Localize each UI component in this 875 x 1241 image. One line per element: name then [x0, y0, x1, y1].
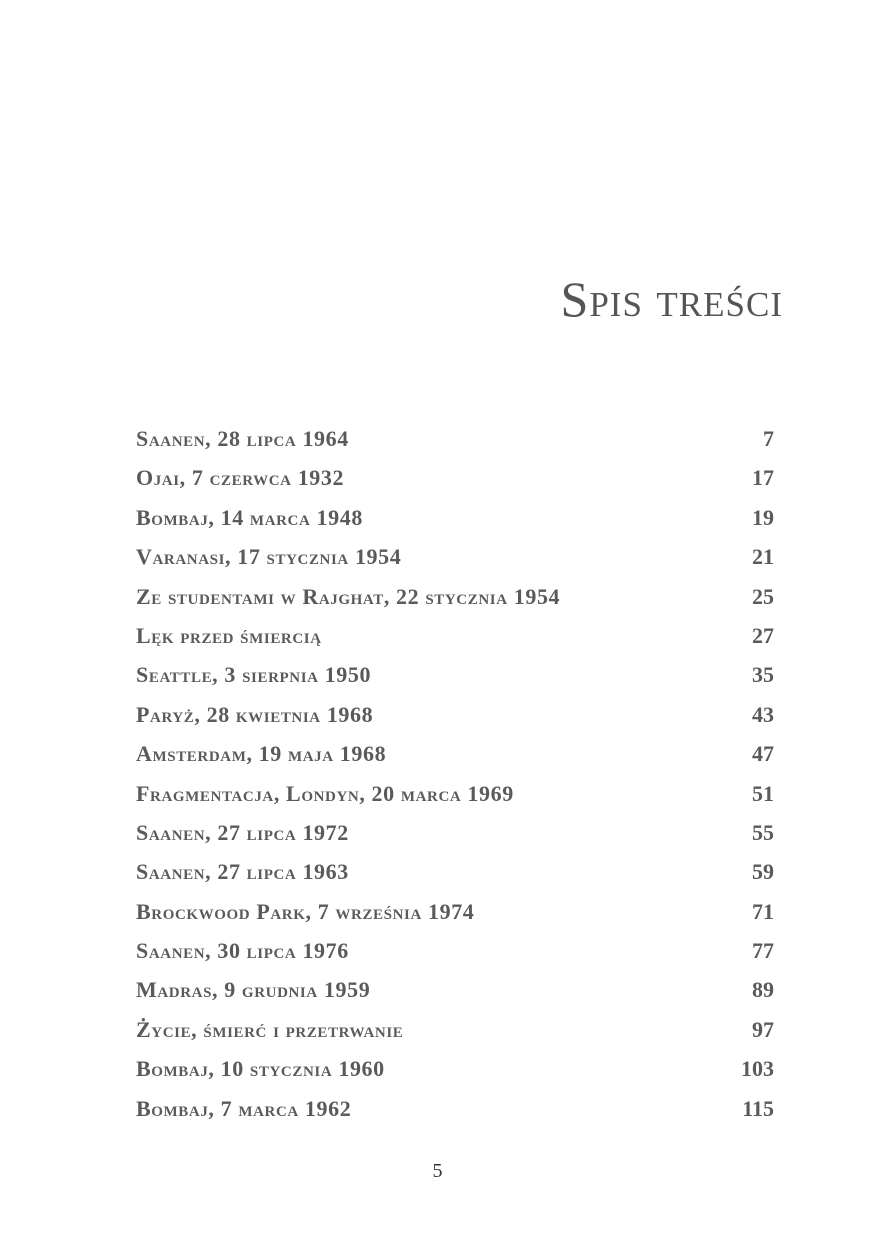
toc-entry-page: 25 — [752, 583, 774, 609]
toc-entry — [136, 899, 774, 938]
toc-entry-title: Lęk przed śmiercią — [136, 622, 322, 648]
toc-entry-title: Ze studentami w Rajghat, 22 stycznia 1954 — [136, 583, 561, 609]
toc-entry — [136, 584, 774, 623]
toc-entry-title: Ojai, 7 czerwca 1932 — [136, 465, 345, 491]
toc-entry-page: 71 — [752, 898, 774, 924]
toc-entry-title: Paryż, 28 kwietnia 1968 — [136, 701, 374, 727]
toc-entry — [136, 702, 774, 741]
toc-entry-page: 47 — [752, 741, 774, 767]
toc-entry-title: Bombaj, 14 marca 1948 — [136, 504, 363, 530]
table-of-contents — [136, 426, 774, 1135]
toc-entry-page: 77 — [752, 938, 774, 964]
toc-entry — [136, 426, 774, 465]
toc-entry — [136, 938, 774, 977]
toc-entry-page: 59 — [752, 859, 774, 885]
toc-entry — [136, 544, 774, 583]
page-title: Spis treści — [560, 271, 783, 327]
toc-entry-page: 27 — [752, 622, 774, 648]
toc-entry-page: 97 — [752, 1016, 774, 1042]
page-number: 5 — [432, 1160, 443, 1182]
toc-entry-page: 17 — [752, 465, 774, 491]
toc-entry-title: Fragmentacja, Londyn, 20 marca 1969 — [136, 780, 514, 806]
toc-entry-page: 7 — [763, 426, 774, 451]
toc-entry-title: Brockwood Park, 7 września 1974 — [136, 898, 475, 924]
toc-entry — [136, 1096, 774, 1135]
toc-entry-title: Seattle, 3 sierpnia 1950 — [136, 662, 372, 688]
toc-entry — [136, 623, 774, 662]
toc-entry-title: Życie, śmierć i przetrwanie — [136, 1016, 404, 1042]
toc-entry-page: 43 — [752, 701, 774, 727]
toc-entry-title: Saanen, 28 lipca 1964 — [136, 426, 349, 451]
toc-entry — [136, 662, 774, 701]
toc-entry — [136, 465, 774, 504]
toc-entry — [136, 977, 774, 1016]
toc-entry-title: Saanen, 27 lipca 1963 — [136, 859, 349, 885]
toc-entry-title: Saanen, 30 lipca 1976 — [136, 938, 349, 964]
toc-entry-title: Amsterdam, 19 maja 1968 — [136, 741, 387, 767]
toc-entry-title: Saanen, 27 lipca 1972 — [136, 819, 349, 845]
toc-entry-title: Varanasi, 17 stycznia 1954 — [136, 544, 402, 570]
toc-entry-page: 19 — [752, 504, 774, 530]
toc-entry-page: 103 — [741, 1056, 774, 1082]
toc-entry-title: Bombaj, 7 marca 1962 — [136, 1095, 352, 1121]
toc-entry-title: Madras, 9 grudnia 1959 — [136, 977, 371, 1003]
toc-entry-page: 115 — [742, 1095, 774, 1121]
toc-entry-page: 21 — [752, 544, 774, 570]
toc-entry-page: 35 — [752, 662, 774, 688]
toc-entry — [136, 1017, 774, 1056]
toc-entry-page: 51 — [752, 780, 774, 806]
toc-entry — [136, 781, 774, 820]
toc-entry — [136, 859, 774, 898]
toc-entry-page: 55 — [752, 819, 774, 845]
toc-entry — [136, 505, 774, 544]
toc-entry-page: 89 — [752, 977, 774, 1003]
toc-entry — [136, 820, 774, 859]
toc-entry-title: Bombaj, 10 stycznia 1960 — [136, 1056, 385, 1082]
toc-entry — [136, 741, 774, 780]
toc-entry — [136, 1056, 774, 1095]
